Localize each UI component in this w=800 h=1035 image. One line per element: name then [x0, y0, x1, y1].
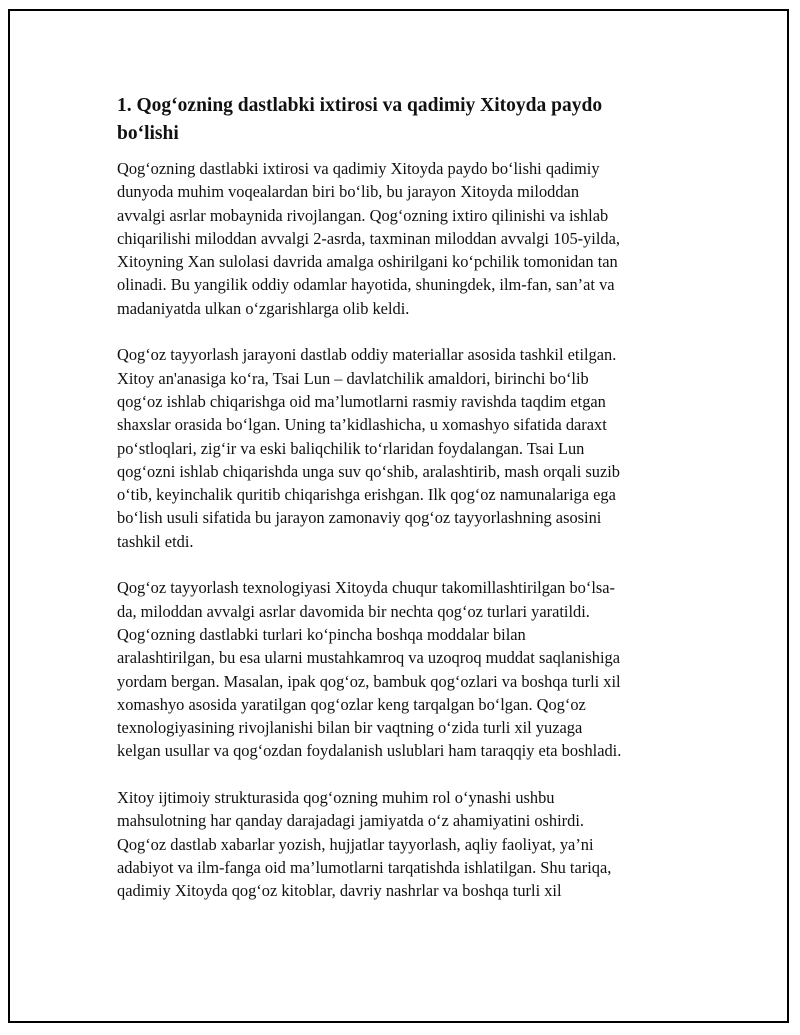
section-heading: 1. Qog‘ozning dastlabki ixtirosi va qadimiy Xitoyda paydo bo‘lishi	[117, 95, 603, 144]
document-body	[117, 92, 697, 926]
paragraph-2: Qog‘oz tayyorlash jarayoni dastlab oddiy materiallar asosida tashkil etilgan. Xitoy an'anasiga ko‘ra, Tsai Lun – davlatchilik amaldori, birinchi bo‘lib qog‘oz ishlab chiqarishga oid ma’lumotlarni rasmiy ravishda taqdim etgan shaxslar orasida bo‘lgan. Uning ta’kidlashicha, u xomashyo sifatida daraxt po‘stloqlari, zig‘ir va eski baliqchilik to‘rlaridan foydalangan. Tsai Lun qog‘ozni ishlab chiqarishda unga suv qo‘shib, aralashtirib, mash orqali suzib o‘tib, keyinchalik quritib chiqarishga erishgan. Ilk qog‘oz namunalariga ega bo‘lish usuli sifatida bu jarayon zamonaviy qog‘oz tayyorlashning asosini tashkil etdi.	[117, 345, 620, 551]
paragraph-3: Qog‘oz tayyorlash texnologiyasi Xitoyda chuqur takomillashtirilgan bo‘lsa- da, miloddan avvalgi asrlar davomida bir nechta qog‘oz turlari yaratildi. Qog‘ozning dastlabki turlari ko‘pincha boshqa moddalar bilan aralashtirilgan, bu esa ularni mustahkamroq va uzoqroq muddat saqlanishiga yordam bergan. Masalan, ipak qog‘oz, bambuk qog‘ozlari va boshqa turli xil xomashyo asosida yaratilgan qog‘ozlar keng tarqalgan bo‘lgan. Qog‘oz texnologiyasining rivojlanishi bilan bir vaqtning o‘zida turli xil yuzaga kelgan usullar va qog‘ozdan foydalanish uslublari ham taraqqiy eta boshladi.	[117, 578, 622, 761]
paragraph-4: Xitoy ijtimoiy strukturasida qog‘ozning muhim rol o‘ynashi ushbu mahsulotning har qanday darajadagi jamiyatda o‘z ahamiyatini oshirdi. Qog‘oz dastlab xabarlar yozish, hujjatlar tayyorlash, aqliy faoliyat, ya’ni adabiyot va ilm-fanga oid ma’lumotlarni tarqatishda ishlatilgan. Shu tariqa, qadimiy Xitoyda qog‘oz kitoblar, davriy nashrlar va boshqa turli xil	[117, 788, 612, 901]
paragraph-1: Qog‘ozning dastlabki ixtirosi va qadimiy Xitoyda paydo bo‘lishi qadimiy dunyoda muhim voqealardan biri bo‘lib, bu jarayon Xitoyda miloddan avvalgi asrlar mobaynida rivojlangan. Qog‘ozning ixtiro qilinishi va ishlab chiqarilishi miloddan avvalgi 2-asrda, taxminan miloddan avvalgi 105-yilda, Xitoyning Xan sulolasi davrida amalga oshirilgani ko‘pchilik tomonidan tan olinadi. Bu yangilik oddiy odamlar hayotida, shuningdek, ilm-fan, san’at va madaniyatda ulkan o‘zgarishlarga olib keldi.	[117, 159, 620, 318]
